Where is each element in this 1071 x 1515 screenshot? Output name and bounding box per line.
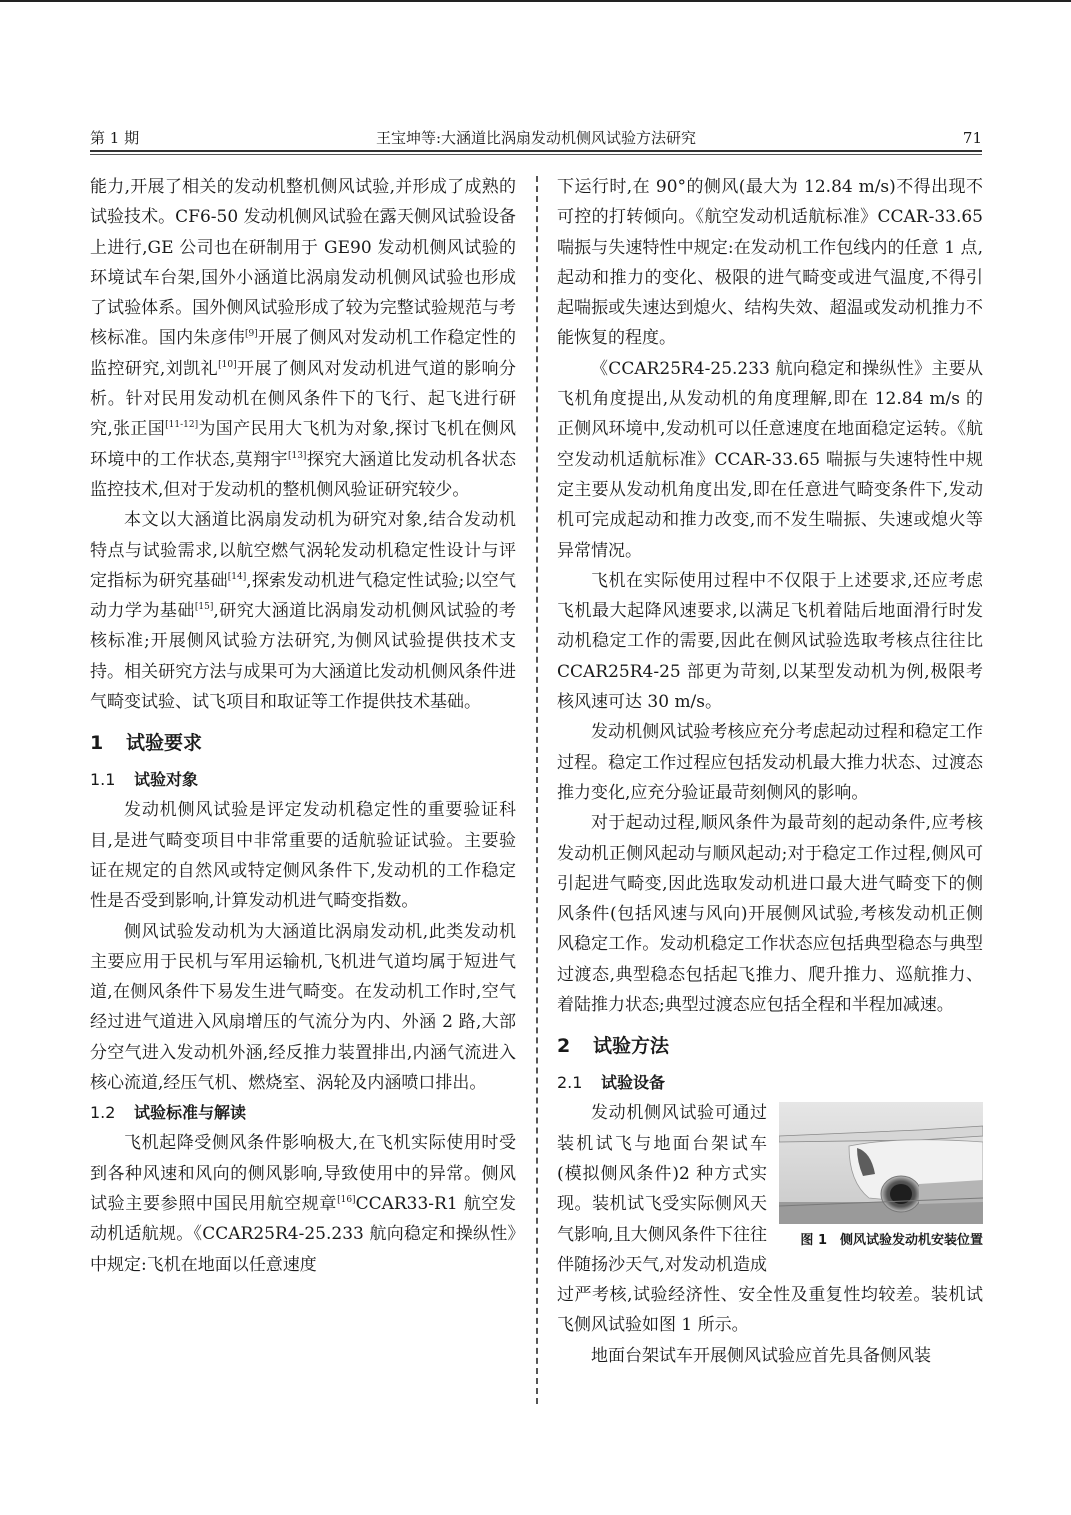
citation-ref[interactable]: [10] [218,359,237,370]
running-title: 王宝坤等:大涵道比涡扇发动机侧风试验方法研究 [375,129,697,147]
left-column [90,172,516,1280]
page-number: 71 [962,129,982,147]
citation-ref[interactable]: [11-12] [165,420,199,431]
paragraph-wind-speed-requirement: 飞机在实际使用过程中不仅限于上述要求,还应考虑飞机最大起降风速要求,以满足飞机着陆后地面滑行时发动机稳定工作的需要,因此在侧风试验选取考核点往往比 CCAR25R4-25 部更为苛刻,以某型发动机为例,极限考核风速可达 30 m/s。 [557,570,983,713]
section-heading-1: 1 试验要求 [90,732,203,755]
top-border-line [0,0,1071,2]
column-divider [536,176,538,1404]
running-header [90,126,982,150]
figure-caption: 图 1 侧风试验发动机安装位置 [800,1233,983,1249]
paragraph-start-and-steady-state: 对于起动过程,顺风条件为最苛刻的起动条件,应考核发动机正侧风起动与顺风起动;对于稳定工作过程,侧风可引起进气畸变,因此选取发动机进口最大进气畸变下的侧风条件(包括风速与风向)开展侧风试验,考核发动机正侧风稳定工作。发动机稳定工作状态应包括典型稳态与典型过渡态,典型稳态包括起飞推力、爬升推力、巡航推力、着陆推力状态;典型过渡态应包括全程和半程加减速。 [557,813,983,1016]
paragraph-standards: 飞机起降受侧风条件影响极大,在飞机实际使用时受到各种风速和风向的侧风影响,导致使用中的异常。侧风试验主要参照中国民用航空规章[16]CCAR33-R1 航空发动机适航规。《CCAR25R4-25.233 航向稳定和操纵性》中规定:飞机在地面以任意速度 [90,1133,516,1275]
citation-ref[interactable]: [16] [337,1194,356,1205]
section-heading-2: 2 试验方法 [557,1035,670,1058]
citation-ref[interactable]: [9] [244,329,258,340]
paragraph-test-object: 发动机侧风试验是评定发动机稳定性的重要验证科目,是进气畸变项目中非常重要的适航验证试验。主要验证在规定的自然风或特定侧风条件下,发动机的工作稳定性是否受到影响,计算发动机进气畸变指数。 [90,800,516,912]
paragraph-standards-interpretation: 《CCAR25R4-25.233 航向稳定和操纵性》主要从飞机角度提出,从发动机的角度理解,即在 12.84 m/s 的正侧风环境中,发动机可以任意速度在地面稳定运转。《航空发动机适航标准》CCAR-33.65 喘振与失速特性中规定主要从发动机角度出发,即在任意进气畸变条件下,发动机可完成起动和推力改变,而不发生喘振、失速或熄火等异常情况。 [557,358,983,561]
header-rule [90,150,982,152]
paragraph-intro-continued: 能力,开展了相关的发动机整机侧风试验,并形成了成熟的试验技术。CF6-50 发动机侧风试验在露天侧风试验设备上进行,GE 公司也在研制用于 GE90 发动机侧风试验的环境试车台架,国外小涵道比涡扇发动机侧风试验也形成了试验体系。国外侧风试验形成了较为完整试验规范与考核标准。国内朱彦伟[9]开展了侧风对发动机工作稳定性的监控研究,刘凯礼[10]开展了侧风对发动机进气道的影响分析。针对民用发动机在侧风条件下的飞行、起飞进行研究,张正国[11-12]为国产民用大飞机为对象,探讨飞机在侧风环境中的工作状态,莫翔宇[13]探究大涵道比发动机各状态监控技术,但对于发动机的整机侧风验证研究较少。 [90,177,517,500]
aircraft-engine-photo [779,1102,983,1224]
paragraph-ground-test-bench: 地面台架试车开展侧风试验应首先具备侧风装 [591,1345,931,1366]
subsection-heading-1-1: 1.1 试验对象 [90,770,199,790]
citation-ref[interactable]: [13] [287,450,307,461]
citation-ref[interactable]: [15] [194,602,214,613]
figure-1 [775,1102,983,1252]
issue-number: 第 1 期 [90,129,140,147]
subsection-heading-1-2: 1.2 试验标准与解读 [90,1103,247,1123]
header-rule-thin [90,154,982,155]
paragraph-test-equipment: 发动机侧风试验可通过装机试飞与地面台架试车(模拟侧风条件)2 种方式实现。装机试飞受实际侧风天气影响,且大侧风条件下往往伴随扬沙天气,对发动机造成过严考核,试验经济性、安全性及重复性均较差。装机试飞侧风试验如图 1 所示。 [557,1103,983,1336]
paragraph-assessment-process: 发动机侧风试验考核应充分考虑起动过程和稳定工作过程。稳定工作过程应包括发动机最大推力状态、过渡态推力变化,应充分验证最苛刻侧风的影响。 [557,722,983,803]
paragraph-research-scope: 本文以大涵道比涡扇发动机为研究对象,结合发动机特点与试验需求,以航空燃气涡轮发动机稳定性设计与评定指标为研究基础[14],探索发动机进气稳定性试验;以空气动力学为基础[15],研究大涵道比涡扇发动机侧风试验的考核标准;开展侧风试验方法研究,为侧风试验提供技术支持。相关研究方法与成果可为大涵道比发动机侧风条件进气畸变试验、试飞项目和取证等工作提供技术基础。 [90,510,517,713]
subsection-heading-2-1: 2.1 试验设备 [557,1073,666,1093]
right-column [557,172,983,1371]
citation-ref[interactable]: [14] [227,571,247,582]
paragraph-standards-continued: 下运行时,在 90°的侧风(最大为 12.84 m/s)不得出现不可控的打转倾向。《航空发动机适航标准》CCAR-33.65 喘振与失速特性中规定:在发动机工作包线内的任意 1 点,起动和推力的变化、极限的进气畸变或进气温度,不得引起喘振或失速达到熄火、结构失效、超温或发动机推力不能恢复的程度。 [557,177,983,349]
paragraph-engine-description: 侧风试验发动机为大涵道比涡扇发动机,此类发动机主要应用于民机与军用运输机,飞机进气道均属于短进气道,在侧风条件下易发生进气畸变。在发动机工作时,空气经过进气道进入风扇增压的气流分为内、外涵 2 路,大部分空气进入发动机外涵,经反推力装置排出,内涵气流进入核心流道,经压气机、燃烧室、涡轮及内涵喷口排出。 [90,921,516,1094]
